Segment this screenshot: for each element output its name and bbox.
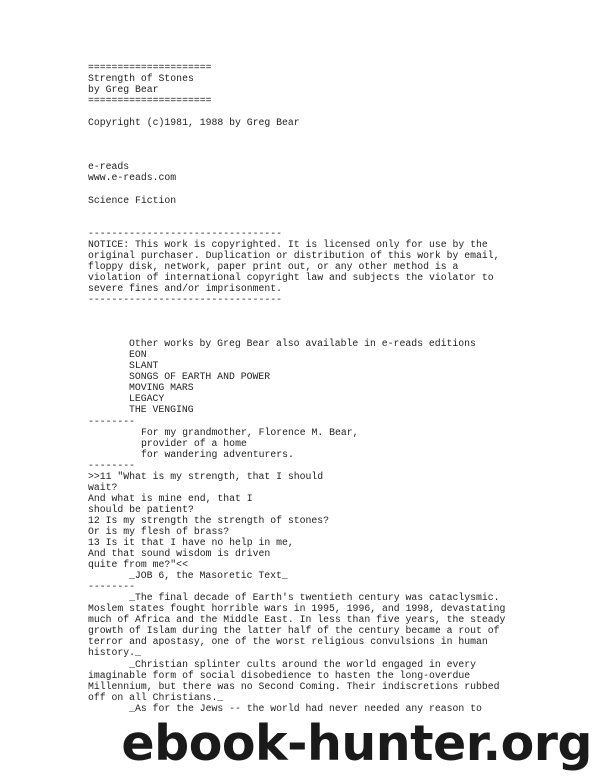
epigraph-rule: -------- xyxy=(88,581,136,593)
body-text-line: terror and apostasy, one of the worst religious convulsions in human xyxy=(88,636,488,648)
other-works-heading: Other works by Greg Bear also available in e-reads editions xyxy=(129,338,476,350)
epigraph-source: _JOB 6, the Masoretic Text_ xyxy=(129,570,288,582)
blank-line xyxy=(88,316,588,327)
notice-line: original purchaser. Duplication or distribution of this work by email, xyxy=(88,249,500,261)
publisher-name: e-reads xyxy=(88,161,130,173)
body-text-line: much of Africa and the Middle East. In less than five years, the steady xyxy=(88,614,506,626)
other-work-title: SONGS OF EARTH AND POWER xyxy=(129,371,271,383)
epigraph-line: wait? xyxy=(88,481,118,493)
blank-line xyxy=(88,206,588,217)
epigraph-line: And what is mine end, that I xyxy=(88,492,253,504)
blank-line xyxy=(88,184,588,195)
epigraph-line: should be patient? xyxy=(88,503,194,515)
dedication-rule-bottom: -------- xyxy=(88,459,136,471)
copyright-line: Copyright (c)1981, 1988 by Greg Bear xyxy=(88,117,300,129)
epigraph-line: 12 Is my strength the strength of stones? xyxy=(88,514,330,526)
other-work-title: SLANT xyxy=(129,360,159,372)
blank-line xyxy=(88,305,588,316)
publisher-url: www.e-reads.com xyxy=(88,172,177,184)
blank-line xyxy=(88,217,588,228)
document-page xyxy=(88,62,588,714)
epigraph-line: 13 Is it that I have no help in me, xyxy=(88,537,294,549)
notice-rule-bottom: --------------------------------- xyxy=(88,293,283,305)
blank-line xyxy=(88,150,588,161)
notice-line: violation of international copyright law and subjects the violator to xyxy=(88,271,494,283)
body-text-line: history._ xyxy=(88,647,141,659)
author-byline: by Greg Bear xyxy=(88,84,159,96)
title-rule-bottom: ===================== xyxy=(88,95,212,107)
notice-line: floppy disk, network, paper print out, or any other method is a xyxy=(88,260,459,272)
body-text-line: Millennium, but there was no Second Coming. Their indiscretions rubbed xyxy=(88,680,500,692)
other-work-title: MOVING MARS xyxy=(129,382,194,394)
body-text-line: off on all Christians._ xyxy=(88,691,224,703)
notice-line: NOTICE: This work is copyrighted. It is licensed only for use by the xyxy=(88,238,488,250)
other-work-title: LEGACY xyxy=(129,393,165,405)
blank-line xyxy=(88,139,588,150)
genre-label: Science Fiction xyxy=(88,194,177,206)
body-text-line: Moslem states fought horrible wars in 1995, 1996, and 1998, devastating xyxy=(88,603,506,615)
watermark: ebook-hunter.org xyxy=(121,715,592,772)
book-title: Strength of Stones xyxy=(88,73,194,85)
dedication-rule-top: -------- xyxy=(88,415,136,427)
epigraph-line: Or is my flesh of brass? xyxy=(88,525,230,537)
blank-line xyxy=(88,106,588,117)
blank-line xyxy=(88,327,588,338)
body-text-line: _Christian splinter cults around the world engaged in every xyxy=(88,658,477,670)
epigraph-line: quite from me?"<< xyxy=(88,559,188,571)
dedication-line: provider of a home xyxy=(141,437,247,449)
other-work-title: EON xyxy=(129,349,147,361)
dedication-line: for wandering adventurers. xyxy=(141,448,294,460)
body-text-line: growth of Islam during the latter half of the century became a rout of xyxy=(88,625,500,637)
other-work-title: THE VENGING xyxy=(129,404,194,416)
title-rule-top: ===================== xyxy=(88,62,212,73)
epigraph-line: >>11 "What is my strength, that I should xyxy=(88,470,324,482)
notice-rule-top: --------------------------------- xyxy=(88,227,283,239)
epigraph-line: And that sound wisdom is driven xyxy=(88,548,271,560)
body-text-line: imaginable form of social disobedience to hasten the long-overdue xyxy=(88,669,471,681)
body-text-line: _The final decade of Earth's twentieth century was cataclysmic. xyxy=(88,592,500,604)
body-text-line: _As for the Jews -- the world had never needed any reason to xyxy=(88,702,482,714)
blank-line xyxy=(88,128,588,139)
dedication-line: For my grandmother, Florence M. Bear, xyxy=(141,426,359,438)
notice-line: severe fines and/or imprisonment. xyxy=(88,282,283,294)
